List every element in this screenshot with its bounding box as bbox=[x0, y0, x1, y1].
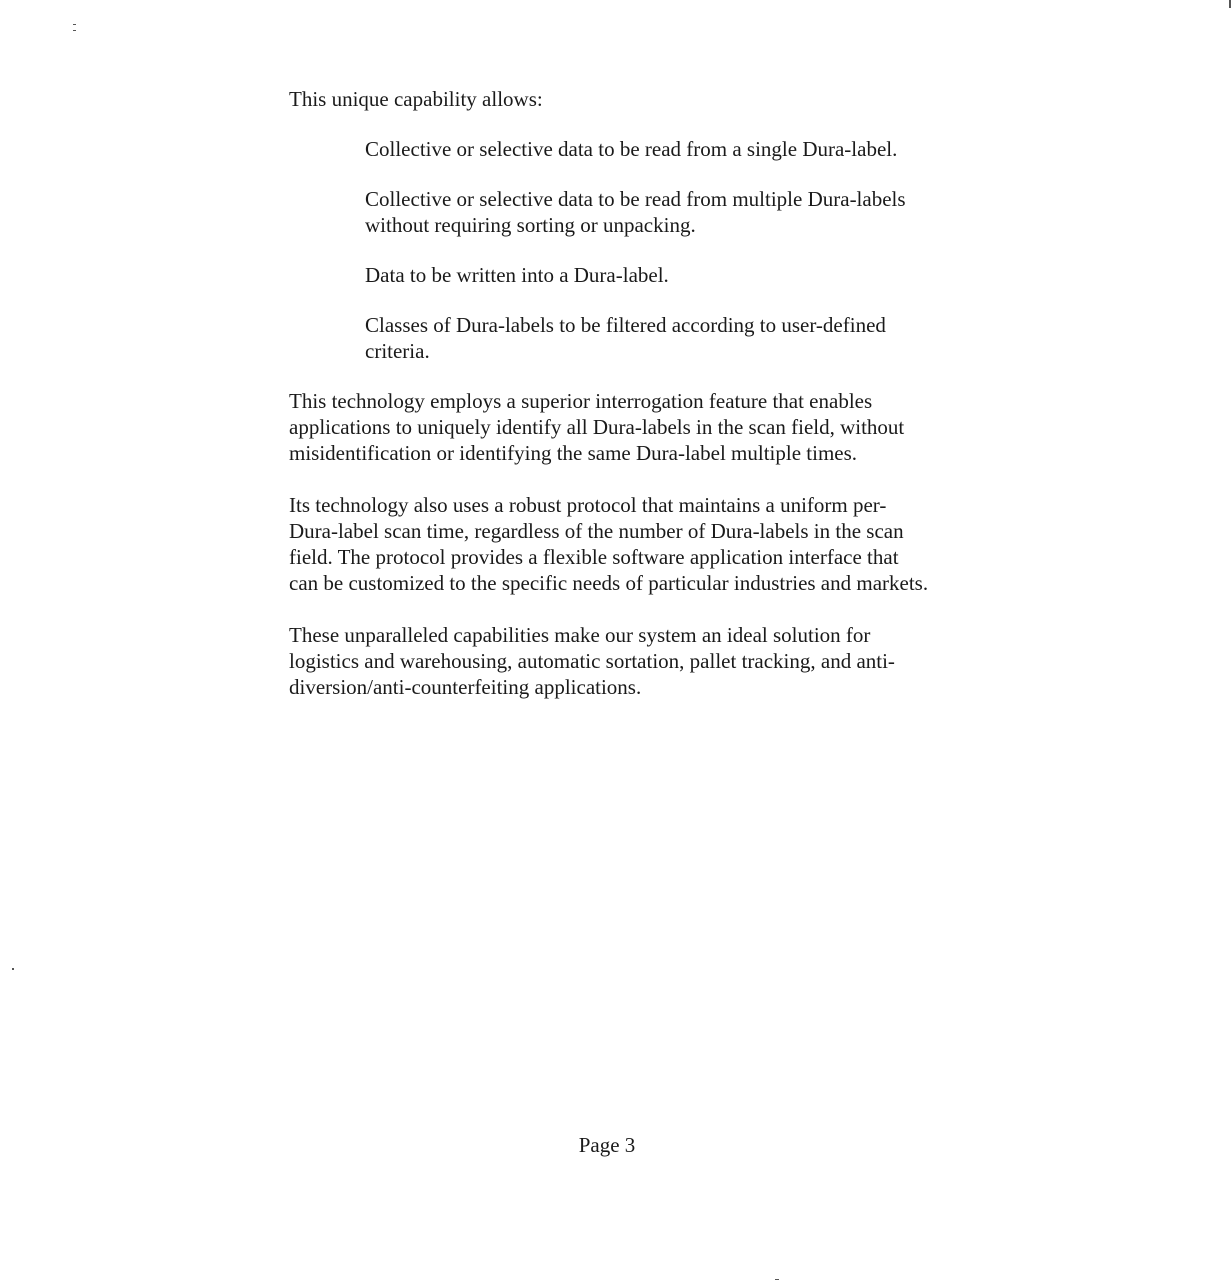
intro-text: This unique capability allows: bbox=[289, 87, 543, 111]
scan-artifact bbox=[12, 968, 14, 970]
paragraph-protocol: Its technology also uses a robust protocol that maintains a uniform per-Dura-label scan time, regardless of the number of Dura-labels in the scan field. The protocol provides a flexible software application interface that can be customized to the specific needs of particular industries and markets. bbox=[289, 493, 929, 595]
capability-item: Collective or selective data to be read from a single Dura-label. bbox=[365, 137, 898, 161]
capability-item: Classes of Dura-labels to be filtered according to user-defined criteria. bbox=[365, 313, 886, 363]
capability-item: Collective or selective data to be read from multiple Dura-labels without requiring sorting or unpacking. bbox=[365, 187, 906, 237]
capability-list bbox=[365, 136, 910, 364]
scan-artifact bbox=[1229, 0, 1231, 8]
paragraph-applications: These unparalleled capabilities make our system an ideal solution for logistics and warehousing, automatic sortation, pallet tracking, and anti-diversion/anti-counterfeiting applications. bbox=[289, 623, 895, 699]
capability-item: Data to be written into a Dura-label. bbox=[365, 263, 669, 287]
page-number: Page 3 bbox=[578, 1133, 636, 1157]
scan-artifact bbox=[73, 24, 76, 25]
document-body bbox=[289, 86, 929, 726]
paragraph-interrogation: This technology employs a superior interrogation feature that enables applications to uniquely identify all Dura-labels in the scan field, without misidentification or identifying the same Dura-label multiple times. bbox=[289, 389, 905, 465]
scan-artifact bbox=[775, 1279, 779, 1280]
scan-artifact bbox=[73, 30, 76, 31]
